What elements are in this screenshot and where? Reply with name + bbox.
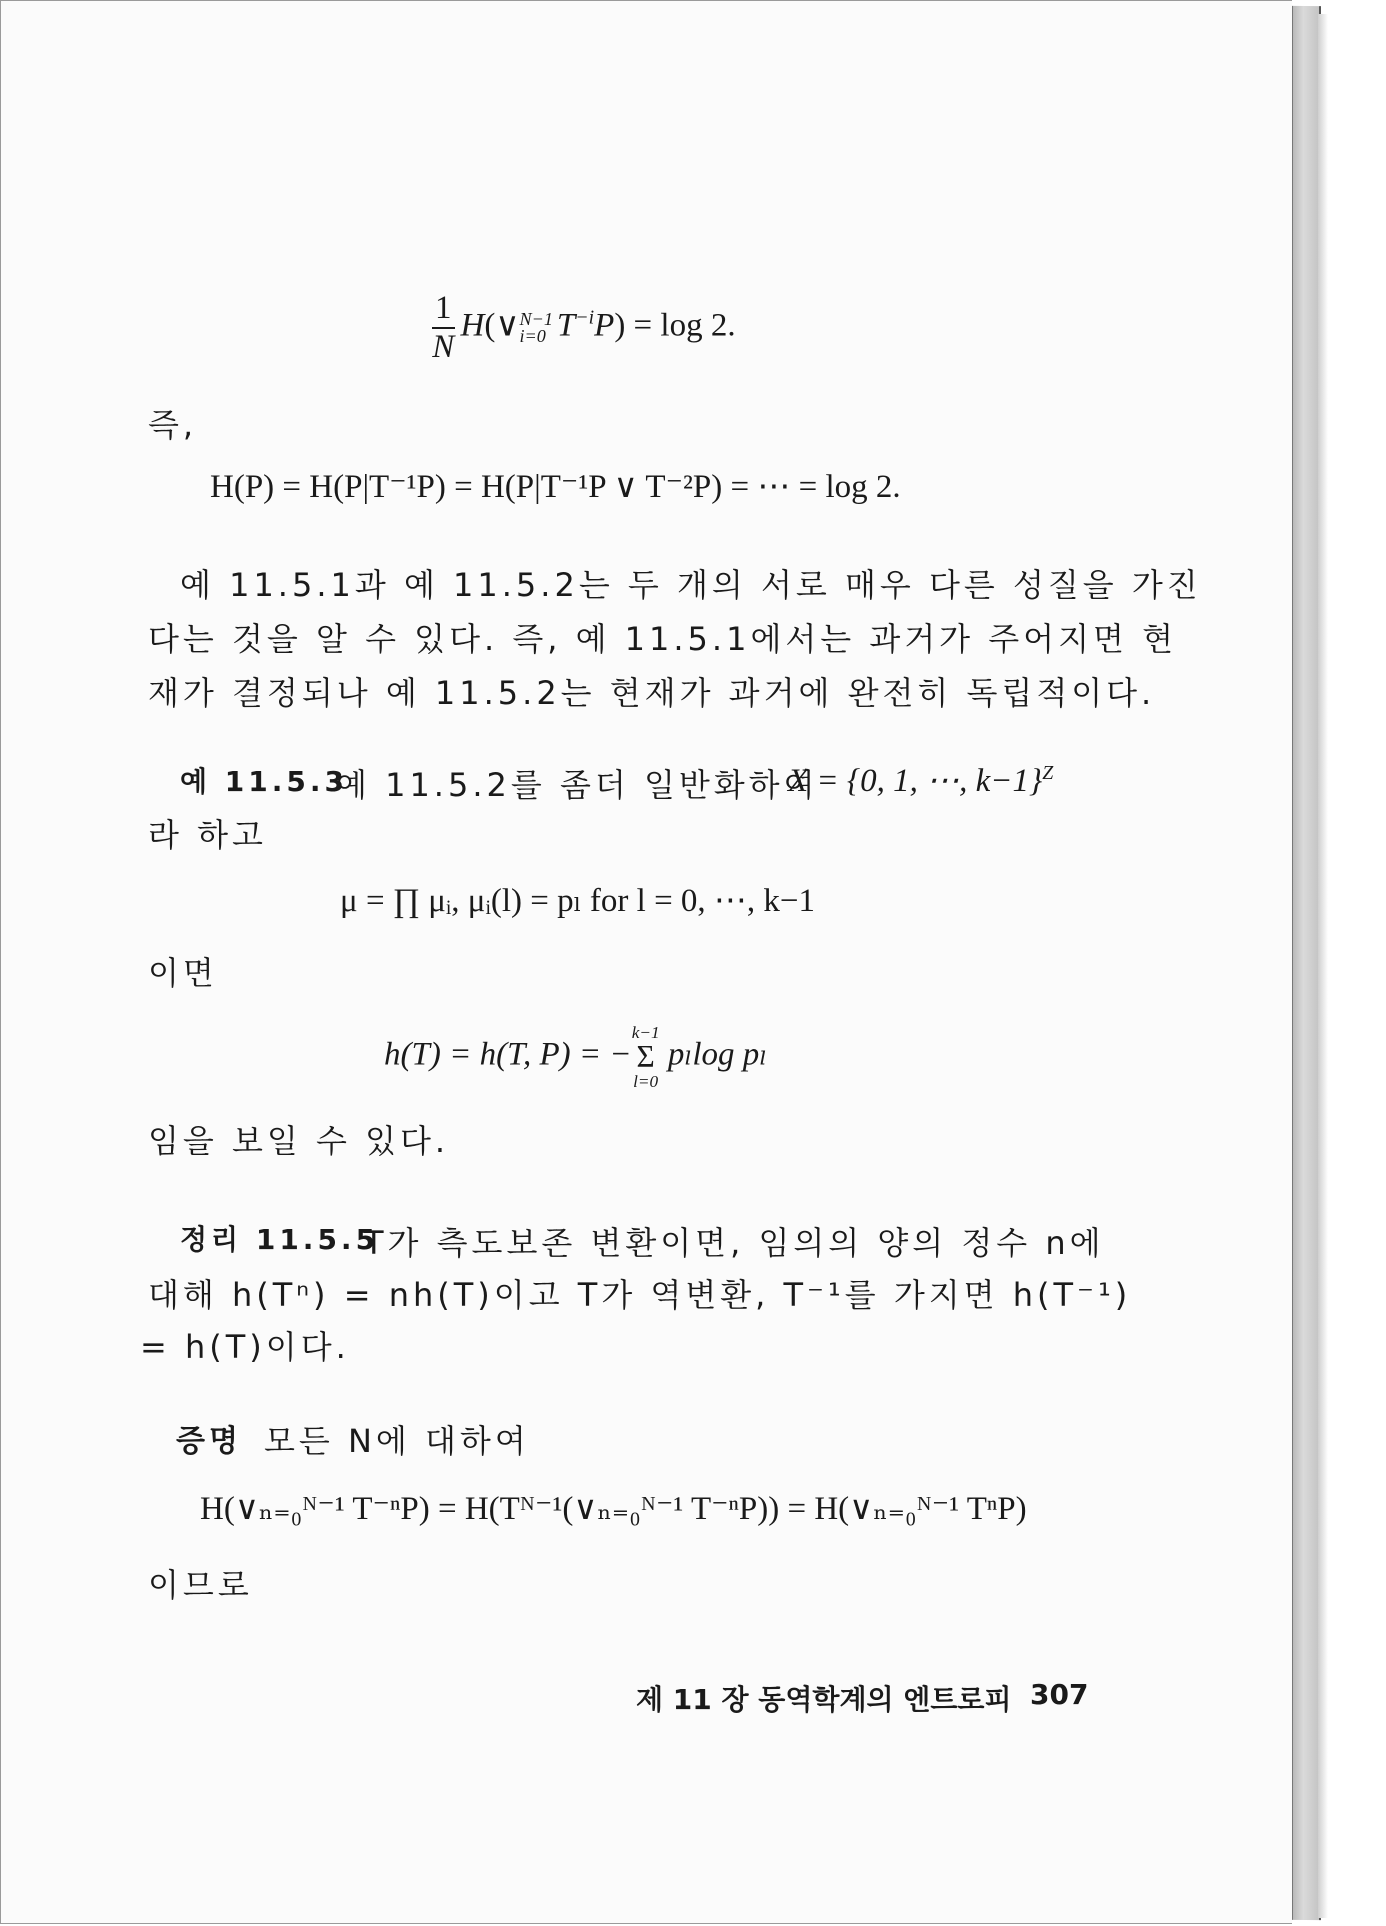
example-text-line-1: 예 11.5.2를 좀더 일반화하여 [336, 766, 819, 804]
join-limits: N−1 i=0 [519, 308, 553, 346]
proof-label: 증명 [176, 1424, 242, 1459]
running-footer-chapter: 제 11 장 동역학계의 엔트로피 [636, 1683, 1012, 1716]
page-number: 307 [1030, 1678, 1089, 1711]
theorem-label: 정리 11.5.5 [180, 1223, 380, 1256]
equation-proof-join: H(∨ₙ₌₀ᴺ⁻¹ T⁻ⁿP) = H(Tᴺ⁻¹(∨ₙ₌₀ᴺ⁻¹ T⁻ⁿP)) = H(∨ₙ₌₀ᴺ⁻¹ TⁿP) [200, 1491, 1027, 1527]
theorem-line-3: = h(T)이다. [140, 1328, 350, 1366]
example-text-line-2: 라 하고 [148, 816, 267, 854]
example-set-definition: X = {0, 1, ⋯, k−1}$^Z$ [788, 762, 1054, 799]
equation-entropy-limit: $\frac{1}{N}$ H(∨ N−1 i=0 $T^{-i}P) = \log 2$. [432, 290, 736, 365]
example-label: 예 11.5.3 [180, 765, 348, 798]
page-shadow [1318, 14, 1328, 1918]
paragraph-line-2: 다는 것을 알 수 있다. 즉, 예 11.5.1에서는 과거가 주어지면 현 [148, 620, 1177, 658]
proof-closing: 이므로 [148, 1566, 253, 1604]
connector-jeuk: 즉, [148, 406, 198, 444]
example-closing: 임을 보일 수 있다. [148, 1122, 450, 1160]
fraction: $\frac{1}{N}$ [432, 290, 455, 365]
summation-symbol: k−1 Σ l=0 [631, 1023, 660, 1091]
theorem-line-1: T가 측도보존 변환이면, 임의의 양의 정수 n에 [364, 1224, 1105, 1262]
proof-line-1: 모든 N에 대하여 [264, 1422, 530, 1460]
paragraph-line-3: 재가 결정되나 예 11.5.2는 현재가 과거에 완전히 독립적이다. [148, 674, 1156, 712]
equation-entropy-sum: h(T) = h(T, P) = − k−1 Σ l=0 pₗlog pₗ [384, 1023, 768, 1091]
equation-conditional-entropy: H(P) = H(P|T⁻¹P) = H(P|T⁻¹P ∨ T⁻²P) = ⋯ = log 2. [210, 469, 901, 505]
equation-product-measure: μ = ∏ μᵢ, μᵢ(l) = pₗ for l = 0, ⋯, k−1 [340, 883, 816, 919]
page-stack-edge [1292, 6, 1321, 1920]
example-imyeon: 이면 [148, 954, 218, 992]
theorem-line-2: 대해 h(Tⁿ) = nh(T)이고 T가 역변환, T⁻¹를 가지면 h(T⁻¹) [148, 1276, 1132, 1314]
paragraph-line-1: 예 11.5.1과 예 11.5.2는 두 개의 서로 매우 다른 성질을 가진 [180, 566, 1202, 604]
